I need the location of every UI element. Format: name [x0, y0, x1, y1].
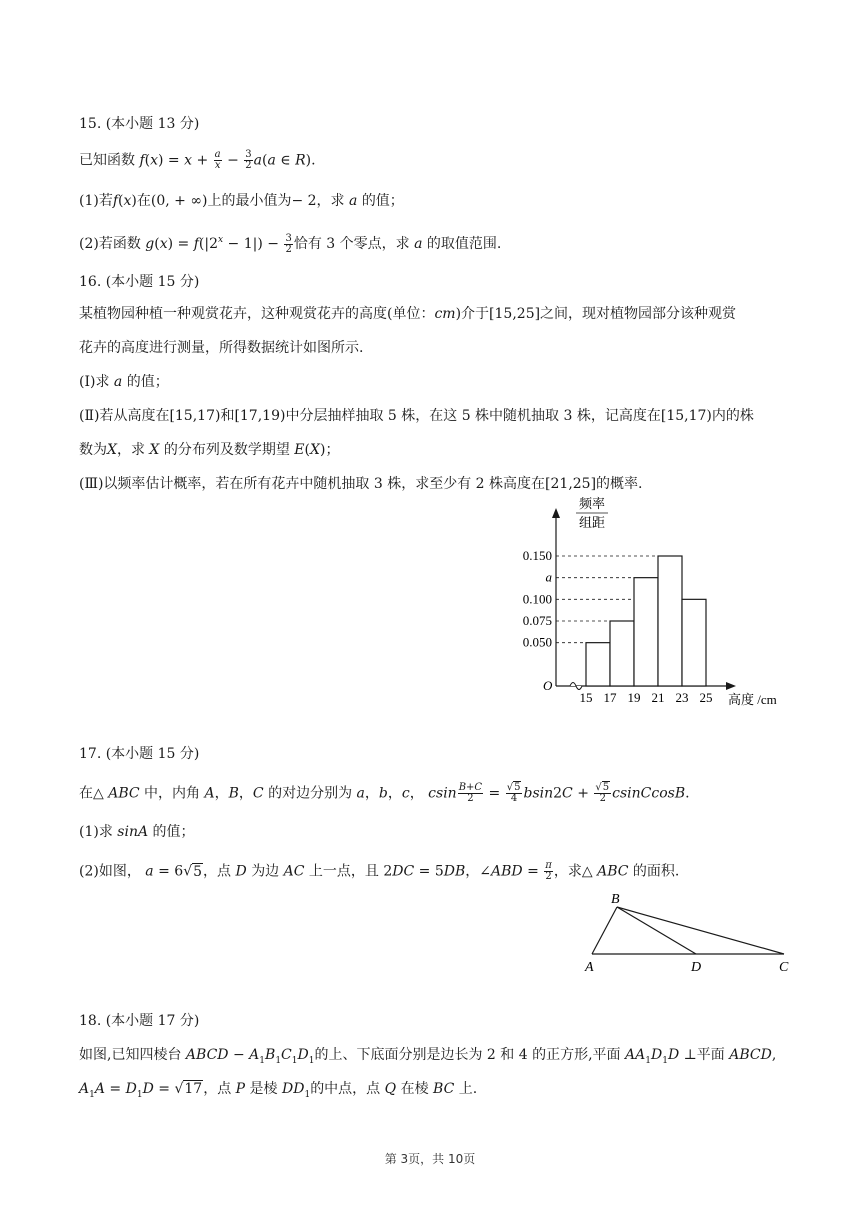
q18-line1: 如图,已知四棱台 ABCD − $A_1B_1C_1D_1$的上、下底面分别是边长为 2 和 4 的正方形,平面 $AA_1D_1D$ ⊥平面 ABCD,: [79, 1047, 777, 1066]
x-tick-label: 21: [651, 690, 665, 705]
q16-intro-line2: 花卉的高度进行测量，所得数据统计如图所示.: [79, 340, 364, 356]
q17-part1: (1)求 sinA 的值；: [79, 824, 195, 840]
x-tick-label: 25: [699, 690, 713, 705]
edge-BD: [617, 907, 696, 954]
x-tick-label: 23: [675, 690, 689, 705]
q15-part1: (1)若f(x)在(0, + ∞)上的最小值为− 2，求 a 的值；: [79, 193, 404, 209]
q15-header: 15. (本小题 13 分): [79, 116, 200, 132]
q16-intro-line1: 某植物园种植一种观赏花卉，这种观赏花卉的高度(单位：cm)介于[15,25]之间，现对植物园部分该种观赏: [79, 306, 737, 322]
y-tick-label: 0.150: [522, 548, 552, 563]
frequency-histogram: [500, 494, 800, 712]
q17-header: 17. (本小题 15 分): [79, 746, 200, 762]
histogram-bar: [682, 599, 706, 686]
q18-line2: $A_1A = D_1D = √17$，点 P 是棱 $DD_1$的中点，点 Q 在棱 BC 上.: [79, 1081, 478, 1100]
axis-break-mark: [570, 683, 582, 690]
q17-part2: (2)如图， a = 6√5，点 D 为边 AC 上一点，且 2DC = 5DB，∠ABD = $\frac{\pi}{2}$ ，求△ ABC 的面积.: [79, 860, 680, 882]
y-tick-label: 0.075: [522, 613, 552, 628]
q16-header: 16. (本小题 15 分): [79, 274, 200, 290]
histogram-bar: [586, 643, 610, 686]
y-label-bottom: 组距: [578, 515, 606, 530]
x-tick-label: 19: [627, 690, 641, 705]
q16-part2-line2: 数为X，求 X 的分布列及数学期望 E(X)；: [79, 442, 340, 458]
origin-label: O: [543, 678, 553, 693]
y-tick-label: 0.050: [522, 634, 552, 650]
page-footer: 第 3页，共 10页: [384, 1152, 476, 1166]
q16-part2-line1: (Ⅱ)若从高度在[15,17)和[17,19)中分层抽样抽取 5 株，在这 5 株中随机抽取 3 株，记高度在[15,17)内的株: [79, 408, 754, 424]
x-axis-label: 高度 /cm: [728, 692, 777, 707]
q17-given: 在△ ABC 中，内角 A，B，C 的对边分别为 a，b，c， csin $\frac{B+C}{2}$ = $\frac{√5}{4}$ bsin2C + $\frac{√5}{2}$ csinCcosB.: [79, 782, 690, 804]
histogram-bar: [610, 621, 634, 686]
vertex-B-label: B: [611, 892, 620, 907]
vertex-A-label: A: [585, 960, 594, 975]
q15-given: 已知函数 f(x) = x + $\frac{a}{x}$ − $\frac{3}{2}$ a(a ∈ R).: [79, 149, 316, 171]
x-tick-label: 17: [603, 690, 617, 705]
x-axis-arrow: [726, 682, 736, 690]
histogram-bar: [658, 556, 682, 686]
y-axis-arrow: [552, 508, 560, 518]
triangle-figure: [578, 890, 798, 980]
x-tick-label: 15: [579, 690, 593, 705]
q16-part1: (Ⅰ)求 a 的值；: [79, 374, 169, 390]
q18-header: 18. (本小题 17 分): [79, 1013, 200, 1029]
vertex-C-label: C: [779, 960, 789, 975]
y-label-top: 频率: [578, 496, 606, 511]
vertex-D-label: D: [691, 960, 702, 975]
edge-BC: [617, 907, 784, 954]
q15-part2: (2)若函数 $g(x) = f(|2^x - 1|)$ − $\frac{3}{2}$ 恰有 3 个零点，求 a 的取值范围.: [79, 232, 502, 255]
y-tick-label: a: [545, 569, 552, 585]
histogram-bar: [634, 578, 658, 686]
edge-AB: [592, 907, 617, 954]
y-tick-label: 0.100: [522, 591, 552, 607]
q16-part3: (Ⅲ)以频率估计概率，若在所有花卉中随机抽取 3 株，求至少有 2 株高度在[21,25]的概率.: [79, 476, 643, 492]
